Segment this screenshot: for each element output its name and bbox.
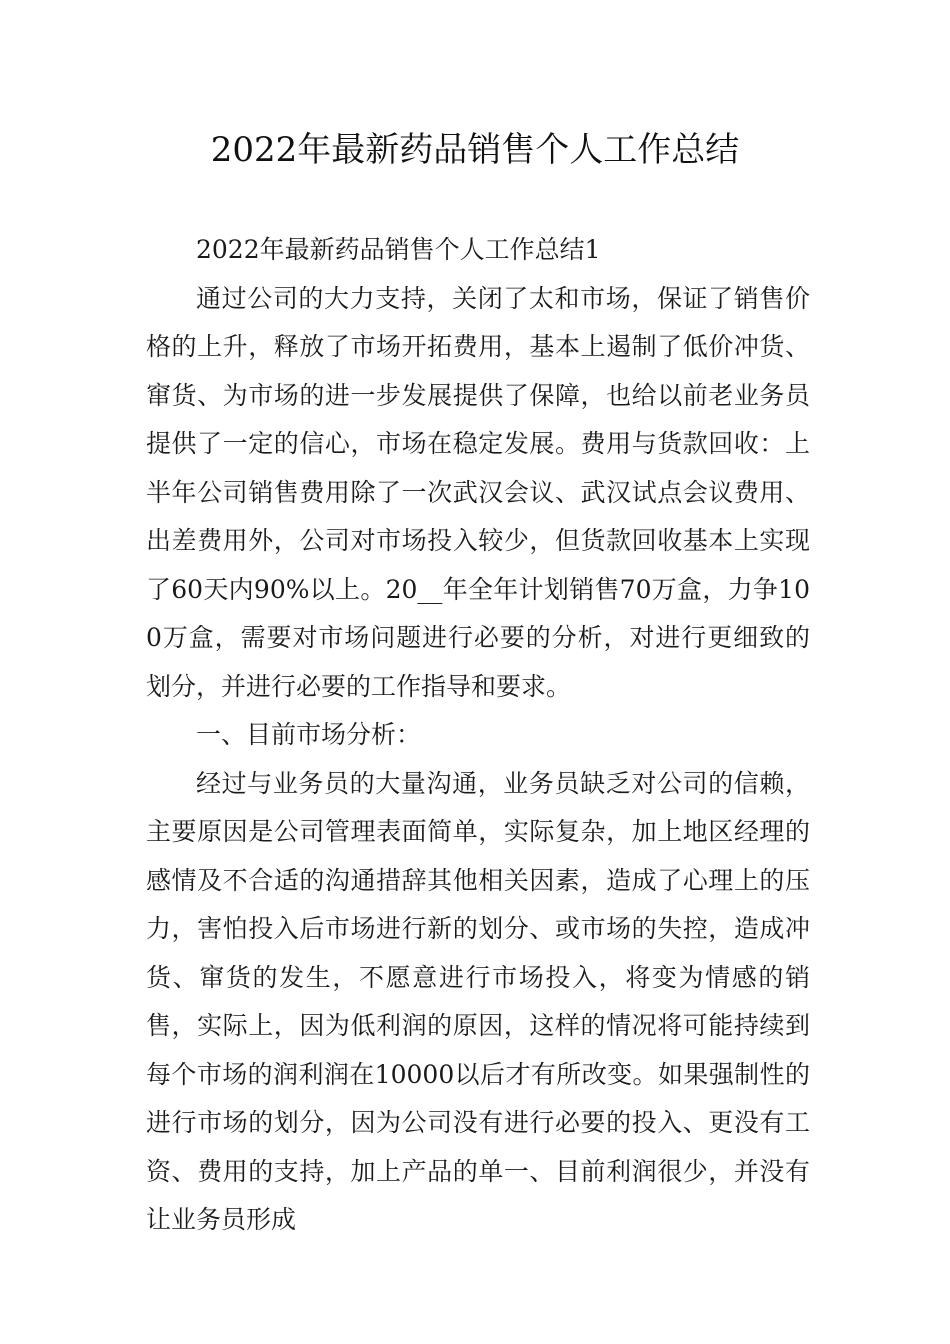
document-body bbox=[146, 226, 810, 1245]
subtitle-paragraph: 2022年最新药品销售个人工作总结1 bbox=[196, 235, 601, 264]
body-paragraph: 经过与业务员的大量沟通，业务员缺乏对公司的信赖，主要原因是公司管理表面简单，实际复杂，加上地区经理的感情及不合适的沟通措辞其他相关因素，造成了心理上的压力，害怕投入后市场进行新的划分、或市场的失控，造成冲货、窜货的发生，不愿意进行市场投入，将变为情感的销售，实际上，因为低利润的原因，这样的情况将可能持续到每个市场的润利润在10000以后才有所改变。如果强制性的进行市场的划分，因为公司没有进行必要的投入、更没有工资、费用的支持，加上产品的单一、目前利润很少，并没有让业务员形成 bbox=[146, 768, 810, 1234]
body-paragraph: 通过公司的大力支持，关闭了太和市场，保证了销售价格的上升，释放了市场开拓费用，基本上遏制了低价冲货、窜货、为市场的进一步发展提供了保障，也给以前老业务员提供了一定的信心，市场在稳定发展。费用与货款回收：上半年公司销售费用除了一次武汉会议、武汉试点会议费用、出差费用外，公司对市场投入较少，但货款回收基本上实现了60天内90%以上。20__年全年计划销售70万盒，力争100万盒，需要对市场问题进行必要的分析，对进行更细致的划分，并进行必要的工作指导和要求。 bbox=[146, 283, 810, 701]
document-title: 2022年最新药品销售个人工作总结 bbox=[210, 130, 740, 170]
section-heading: 一、目前市场分析： bbox=[196, 720, 422, 749]
